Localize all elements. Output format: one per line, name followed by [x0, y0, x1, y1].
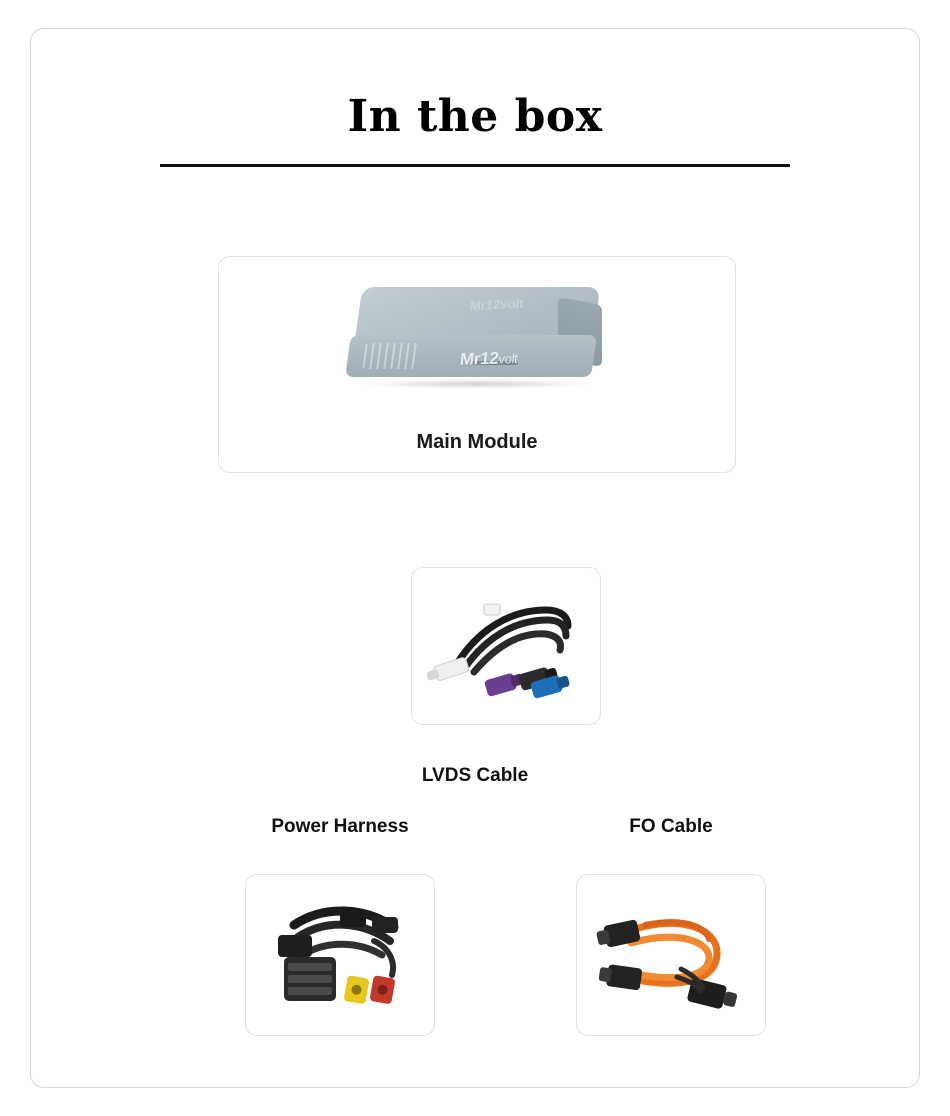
fo-cable-caption: FO Cable [629, 816, 713, 837]
module-brand-text: Mr12 [458, 348, 500, 369]
power-harness-photo [254, 883, 426, 1027]
module-shadow [362, 379, 592, 389]
lvds-cable-frame [411, 567, 601, 725]
fo-cable-photo [585, 883, 757, 1027]
fo-cable-frame [576, 874, 766, 1036]
content-card [30, 28, 920, 1088]
power-harness-frame [245, 874, 435, 1036]
module-brand-label [459, 348, 519, 370]
lvds-cable-caption: LVDS Cable [421, 765, 529, 786]
main-module-photo [342, 287, 612, 397]
lvds-cable-illustration [420, 576, 592, 716]
lvds-cable-photo [420, 576, 592, 716]
module-brand-suffix: volt [497, 351, 519, 367]
fo-cable-illustration [585, 883, 757, 1027]
power-harness-illustration [254, 883, 426, 1027]
module-vents [362, 343, 418, 369]
main-module-frame [218, 256, 736, 473]
page-title: In the box [347, 91, 603, 142]
title-divider [160, 164, 790, 167]
power-harness-caption: Power Harness [271, 816, 409, 837]
main-module-caption: Main Module [416, 431, 538, 453]
module-top-logo: Mr12volt [469, 295, 525, 314]
